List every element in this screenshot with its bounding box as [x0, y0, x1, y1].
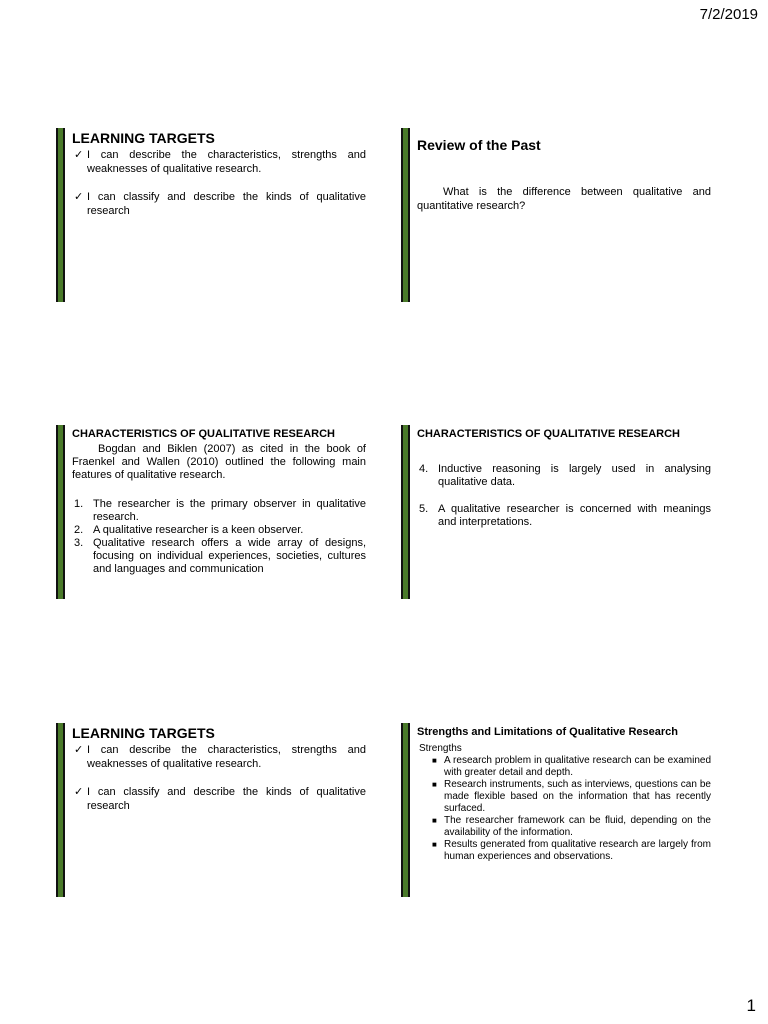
characteristics-list — [417, 463, 711, 529]
slide-accent-bar — [56, 723, 65, 897]
slide-accent-bar — [401, 723, 410, 897]
list-item: 2. A qualitative researcher is a keen observer. — [74, 524, 304, 536]
list-item: 1. The researcher is the primary observer in qualitative research. — [74, 498, 366, 523]
square-bullet-icon: ■ — [432, 780, 437, 789]
slide-review-of-the-past — [401, 128, 711, 302]
list-item: 3. Qualitative research offers a wide array of designs, focusing on individual experiences, societies, cultures and languages and communication — [74, 537, 366, 575]
slide-accent-bar — [401, 425, 410, 599]
slide-title: CHARACTERISTICS OF QUALITATIVE RESEARCH — [417, 428, 680, 440]
strengths-list — [417, 755, 711, 863]
list-item: ■ The researcher framework can be fluid, depending on the availability of the information. — [432, 815, 711, 838]
list-item: 4. Inductive reasoning is largely used in analysing qualitative data. — [419, 463, 711, 488]
characteristics-list — [72, 498, 366, 576]
square-bullet-icon: ■ — [432, 816, 437, 825]
slide-characteristics-2 — [401, 425, 711, 599]
slide-intro: Bogdan and Biklen (2007) as cited in the book of Fraenkel and Wallen (2010) outlined the following main features of qualitative research. — [72, 443, 366, 481]
slide-accent-bar — [56, 425, 65, 599]
list-item: ■ Results generated from qualitative research are largely from human experiences and observations. — [432, 839, 711, 862]
target-item: ✓ I can classify and describe the kinds of qualitative research — [74, 786, 366, 812]
slide-title: LEARNING TARGETS — [72, 130, 215, 146]
page-number: 1 — [746, 996, 756, 1015]
square-bullet-icon: ■ — [432, 756, 437, 765]
check-icon: ✓ — [74, 786, 84, 798]
check-icon: ✓ — [74, 744, 84, 756]
target-item: ✓ I can classify and describe the kinds of qualitative research — [74, 191, 366, 217]
target-item: ✓ I can describe the characteristics, strengths and weaknesses of qualitative research. — [74, 744, 366, 770]
slide-learning-targets-1 — [56, 128, 366, 302]
handout-date: 7/2/2019 — [699, 6, 758, 23]
slide-learning-targets-2 — [56, 723, 366, 897]
list-item: 5. A qualitative researcher is concerned with meanings and interpretations. — [419, 503, 711, 528]
target-list — [72, 148, 366, 218]
check-icon: ✓ — [74, 149, 84, 161]
slide-title: Review of the Past — [417, 137, 541, 153]
list-item: ■ A research problem in qualitative research can be examined with greater detail and depth. — [432, 755, 711, 778]
slide-accent-bar — [401, 128, 410, 302]
target-item: ✓ I can describe the characteristics, strengths and weaknesses of qualitative research. — [74, 149, 366, 175]
slide-strengths-limitations — [401, 723, 711, 897]
slide-accent-bar — [56, 128, 65, 302]
check-icon: ✓ — [74, 191, 84, 203]
slide-characteristics-1 — [56, 425, 366, 599]
slide-title: LEARNING TARGETS — [72, 725, 215, 741]
list-item: ■ Research instruments, such as interviews, questions can be made flexible based on the information that has recently surfaced. — [432, 779, 711, 814]
slide-title: CHARACTERISTICS OF QUALITATIVE RESEARCH — [72, 428, 335, 440]
slide-title: Strengths and Limitations of Qualitative Research — [417, 726, 678, 738]
target-list — [72, 743, 366, 813]
review-question: What is the difference between qualitative and quantitative research? — [417, 186, 711, 212]
strengths-label: Strengths — [419, 743, 462, 754]
square-bullet-icon: ■ — [432, 840, 437, 849]
